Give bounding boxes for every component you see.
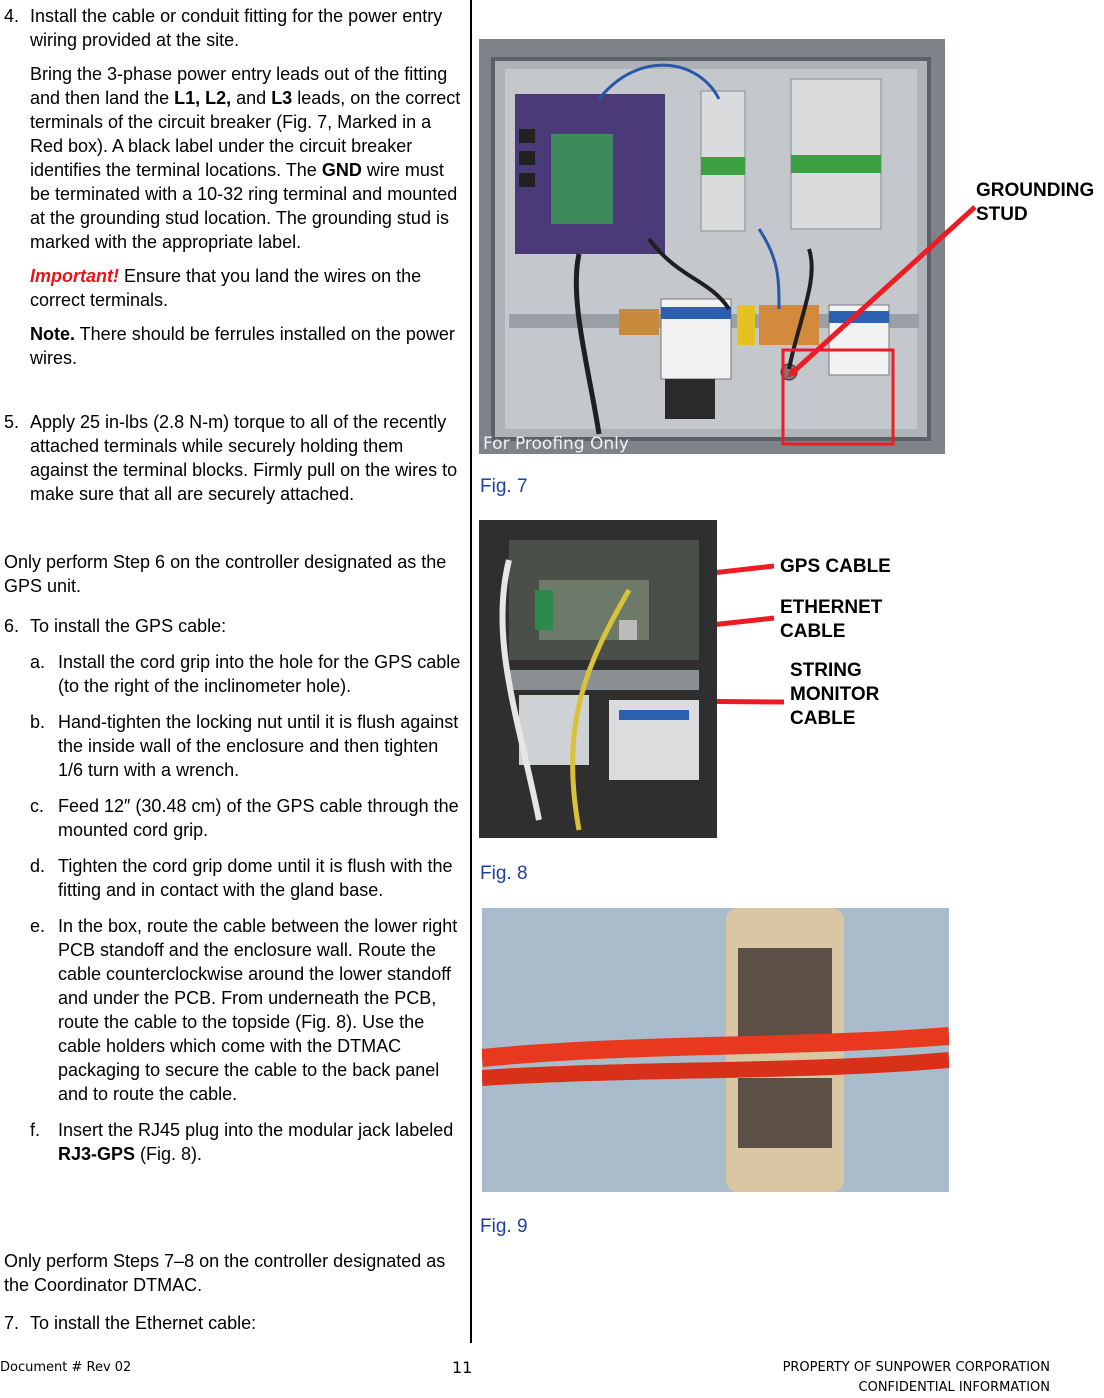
step-text: To install the Ethernet cable: bbox=[30, 1313, 257, 1333]
string-monitor-callout bbox=[790, 659, 879, 731]
callout-line: STUD bbox=[976, 204, 1028, 225]
note-label: Note. bbox=[30, 324, 75, 344]
callout-line: GROUNDING bbox=[976, 180, 1095, 201]
callout-line: CABLE bbox=[790, 708, 856, 729]
proof-watermark: For Proofing Only bbox=[483, 434, 629, 454]
controller-illustration bbox=[479, 520, 717, 838]
substep-letter: f. bbox=[30, 1120, 41, 1140]
step-number: 4. bbox=[4, 6, 20, 26]
coordinator-only-note: Only perform Steps 7–8 on the controller designated as the Coordinator DTMAC. bbox=[4, 1251, 446, 1295]
text-bold: L3 bbox=[271, 88, 293, 108]
text-run: There should be ferrules installed on the power wires. bbox=[30, 324, 455, 368]
step-number: 7. bbox=[4, 1313, 20, 1333]
substep-letter: b. bbox=[30, 712, 46, 732]
gps-cable-callout: GPS CABLE bbox=[780, 556, 891, 577]
text-run: wire must be terminated with a 10-32 ring terminal and mounted at the grounding stud location. The grounding stud is marked with the appropriate label. bbox=[30, 160, 458, 252]
grounding-arrow bbox=[791, 207, 975, 374]
fig8-caption: Fig. 8 bbox=[480, 863, 528, 884]
text-bold: RJ3-GPS bbox=[58, 1144, 136, 1164]
substep-text: Tighten the cord grip dome until it is flush with the fitting and in contact with the gland base. bbox=[58, 856, 453, 900]
footer-line: CONFIDENTIAL INFORMATION bbox=[858, 1380, 1050, 1395]
substep-text: Feed 12″ (30.48 cm) of the GPS cable through the mounted cord grip. bbox=[58, 796, 459, 840]
footer-confidential bbox=[700, 1358, 1050, 1398]
cable-holder-illustration bbox=[482, 908, 949, 1192]
substep-text: Hand-tighten the locking nut until it is flush against the inside wall of the enclosure and then tighten 1/6 turn with a wrench. bbox=[58, 712, 459, 780]
text-run: leads, on the correct terminals of the circuit breaker (Fig. 7, Marked in a Red box). A black label under the circuit breaker identifies the terminal locations. The bbox=[30, 88, 461, 180]
fig8-photo bbox=[479, 520, 717, 838]
text-run: Ensure that you land the wires on the correct terminals. bbox=[30, 266, 422, 310]
step-text: To install the GPS cable: bbox=[30, 616, 227, 636]
fig9-caption: Fig. 9 bbox=[480, 1216, 528, 1237]
fig7-caption: Fig. 7 bbox=[480, 476, 528, 497]
text-bold: L1, L2, bbox=[174, 88, 232, 108]
substep-letter: a. bbox=[30, 652, 46, 672]
step-number: 6. bbox=[4, 616, 20, 636]
text-run: Bring the 3-phase power entry leads out of the fitting and then land the bbox=[30, 64, 448, 108]
step-text: Install the cable or conduit fitting for the power entry wiring provided at the site. bbox=[30, 6, 443, 50]
fig9-photo bbox=[482, 908, 949, 1192]
text-run: Insert the RJ45 plug into the modular jack labeled bbox=[58, 1120, 454, 1140]
gps-only-note: Only perform Step 6 on the controller designated as the GPS unit. bbox=[4, 552, 447, 596]
substep-text: In the box, route the cable between the lower right PCB standoff and the enclosure wall. Route the cable counterclockwise around the lower standoff and under the PCB. From underneath the PCB, route the cable to the topside (Fig. 8). Use the cable holders which come with the DTMAC packaging to secure the cable to the back panel and to route the cable. bbox=[58, 916, 458, 1104]
footer-doc-number: Document # Rev 02 bbox=[0, 1360, 132, 1375]
footer-line: PROPERTY OF SUNPOWER CORPORATION bbox=[782, 1360, 1050, 1375]
text-bold: GND bbox=[321, 160, 362, 180]
substep-text: Install the cord grip into the hole for the GPS cable (to the right of the inclinometer hole). bbox=[58, 652, 461, 696]
text-run: (Fig. 8). bbox=[135, 1144, 203, 1164]
grounding-stud-callout bbox=[976, 179, 1094, 227]
important-label: Important! bbox=[30, 266, 119, 286]
step-text: Apply 25 in-lbs (2.8 N-m) torque to all of the recently attached terminals while securely holding them against the terminal blocks. Firmly pull on the wires to make sure that all are securely attached. bbox=[30, 412, 458, 504]
callout-line: CABLE bbox=[780, 621, 846, 642]
substep-letter: c. bbox=[30, 796, 45, 816]
text-run: and bbox=[231, 88, 272, 108]
callout-line: STRING bbox=[790, 660, 862, 681]
substep-letter: e. bbox=[30, 916, 46, 936]
step-number: 5. bbox=[4, 412, 20, 432]
callout-line: MONITOR bbox=[790, 684, 880, 705]
footer-page-number: 11 bbox=[452, 1358, 473, 1377]
substep-letter: d. bbox=[30, 856, 46, 876]
callout-line: ETHERNET bbox=[780, 597, 883, 618]
ethernet-cable-callout bbox=[780, 596, 882, 644]
